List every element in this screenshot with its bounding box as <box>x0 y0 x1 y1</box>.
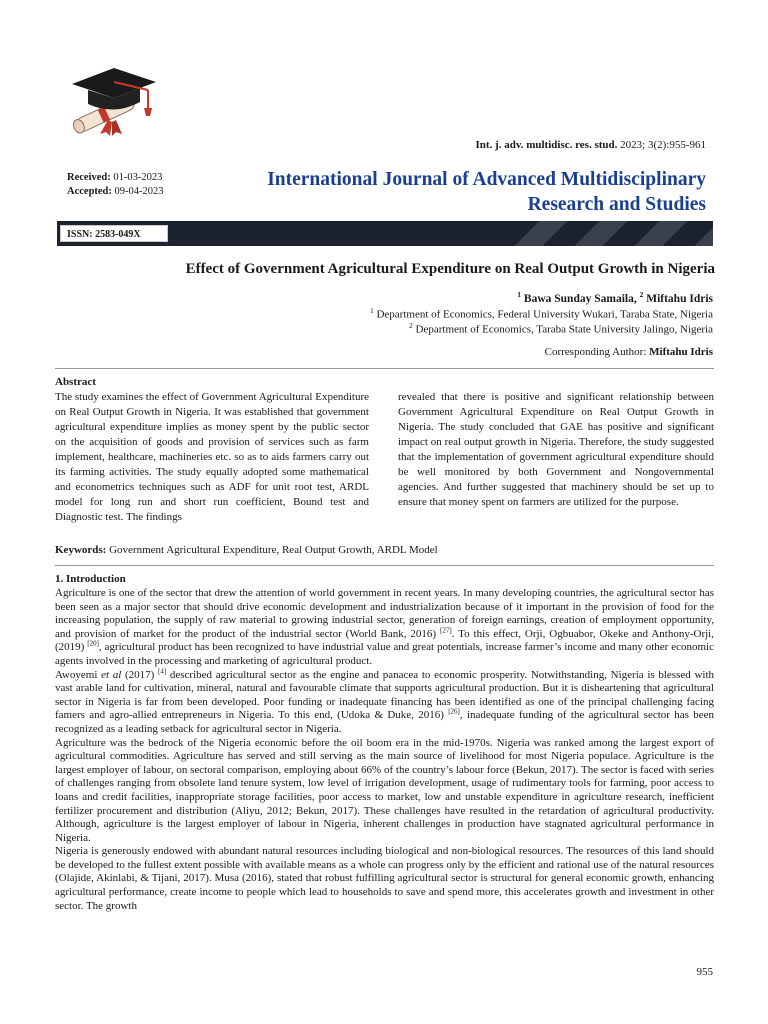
article-dates <box>67 171 164 199</box>
author2-name: Miftahu Idris <box>646 292 713 305</box>
journal-logo <box>64 62 160 136</box>
received-label: Received: <box>67 172 111 183</box>
intro-p2-text-b: (2017) <box>121 668 159 681</box>
divider-top <box>55 368 714 369</box>
author2-number: 2 <box>639 290 644 299</box>
citation-ref: [27] <box>440 626 452 635</box>
intro-p2-text-d: , inadequate funding of the agricultural sector has been recognized as a leading setback for agricultural sector in Nigeria. <box>55 709 714 735</box>
keywords-text: Government Agricultural Expenditure, Real Output Growth, ARDL Model <box>109 544 438 556</box>
corresponding-name: Miftahu Idris <box>649 346 713 358</box>
affiliation1-number: 1 <box>369 306 374 315</box>
abstract-column-left: The study examines the effect of Government Agricultural Expenditure on Real Output Growth in Nigeria. It was established that government agricultural expenditure implies as money spent by the public sector on the acquisition of goods and provision of services such as farm implement, healthcare, machineries etc. so as to aids farmers carry out its farming activities. The study equally adopted some mathematical and econometrics techniques such as ADF for unit root test, ARDL model for long run and short run coefficient, Bound test and Diagnostic test. The findings <box>55 391 369 523</box>
corresponding-label: Corresponding Author: <box>544 346 647 358</box>
introduction-heading: 1. Introduction <box>55 573 126 585</box>
affiliation1-text: Department of Economics, Federal University Wukari, Taraba State, Nigeria <box>376 308 713 321</box>
author-list <box>517 290 713 305</box>
affiliation-1 <box>370 306 713 321</box>
citation-ref: [26] <box>448 707 460 716</box>
accepted-date: 09-04-2023 <box>114 186 164 197</box>
intro-p2-text-c: described agricultural sector as the engine and panacea to economic prosperity. Notwithstanding, Nigeria is blessed with vast arable land for cultivation, mineral, natural and favourable climate that supports agricultural production. But it is disheartening that agricultural sector in Nigeria is far from been developed. Poor funding or inadequate financing has been identified as one of the principal challenging facing famers and agro-allied entrepreneurs in Nigeria. To this end, (Udoka & Duke, 2016) <box>55 668 715 722</box>
corresponding-author <box>545 346 713 358</box>
journal-title-line2: Research and Studies <box>527 194 706 215</box>
issn-label: ISSN: 2583-049X <box>60 225 168 242</box>
received-date: 01-03-2023 <box>113 172 163 183</box>
intro-paragraph-3: Agriculture was the bedrock of the Nigeria economic before the oil boom era in the mid-1970s. Nigeria was ranked among the largest export of agricultural commodities. Agriculture has served and still serving as the main source of livelihood for most Nigeria populace. Agriculture is the largest employer of labour, on sectoral comparison, employing about 66% of the country’s labour force (Bekun, 2017). The sector is faced with series of challenges ranging from obsolete land tenure system, low level of irrigation development, usage of rudimentary tools for farming, poor access to loans and credit facilities, inappropriate storage facilities, poor access to market, low and unstable expenditure in agriculture research, inefficient fertilizer procurement and distribution (Aliyu, 2012; Bekun, 2017). These challenges have resulted in the retardation of agricultural productivity. Although, agriculture is the largest employer of labour in Nigeria, inherent challenges in production have stagnated agricultural performance in Nigeria. <box>55 736 714 844</box>
citation-ref: [20] <box>87 639 99 648</box>
keywords <box>55 544 438 556</box>
intro-p1-text-c: , agricultural product has been recognized to have industrial value and great potentials, increase farmer’s income and many other economic agents involved in the processing and marketing of agricultural product. <box>55 641 714 667</box>
citation-details: 2023; 3(2):955-961 <box>620 139 706 151</box>
citation-journal: Int. j. adv. multidisc. res. stud. <box>475 139 618 151</box>
keywords-label: Keywords: <box>55 544 107 556</box>
affiliation2-text: Department of Economics, Taraba State University Jalingo, Nigeria <box>415 323 713 336</box>
intro-p2-etal: et al <box>101 668 122 681</box>
intro-paragraph-2 <box>55 666 715 737</box>
abstract-column-right: revealed that there is positive and significant relationship between Government Agricultural Expenditure on Real Output Growth in Nigeria. The study concluded that GAE has positive and significant impact on real output growth in Nigeria. Therefore, the study suggested that the implementation of government agricultural expenditure should be well monitored by both Government and Nongovernmental agencies. And further suggested that machinery should be set up to ensure that money spent on farmers are utilized for the purpose. <box>398 391 714 508</box>
divider-bottom <box>55 565 714 566</box>
paper-title: Effect of Government Agricultural Expenditure on Real Output Growth in Nigeria <box>185 261 715 277</box>
intro-p1-text-a: Agriculture is one of the sector that drew the attention of world government in recent years. In many developing countries, the agricultural sector has been seen as a major sector that should drive economic development and industrialization because of it important in the provision of food for the increasing population, the supply of raw material to growing industrial sector, generation of foreign earnings, creation of employment opportunity, and provision of market for the product of the industrial sector (World Bank, 2016) <box>55 587 714 640</box>
page-number: 955 <box>696 966 713 978</box>
author1-name: Bawa Sunday Samaila, <box>523 292 637 305</box>
author1-number: 1 <box>517 290 522 299</box>
introduction-body <box>55 587 714 913</box>
accepted-label: Accepted: <box>67 186 112 197</box>
graduation-cap-diploma-icon <box>64 62 160 136</box>
affiliation2-number: 2 <box>409 321 413 330</box>
intro-p1-text-b: . To this effect, Orji, Ogbuabor, Okeke and Anthony-Orji, (2019) <box>55 627 714 654</box>
intro-paragraph-4: Nigeria is generously endowed with abundant natural resources including biological and non-biological resources. The resources of this land should be developed to the fullest extent possible with available means as a whole can progress only by the efficient and rational use of the natural resources (Olajide, Akinlabi, & Tijani, 2017). Musa (2016), stated that robust fulfilling agricultural sector is structural for general economic growth, enhancing agricultural performance, create income to people which lead to households to save and spend more, this accelerates growth and investment in other sector. The growth <box>55 845 714 912</box>
journal-title <box>186 167 706 217</box>
journal-title-line1: International Journal of Advanced Multidisciplinary <box>267 169 706 190</box>
intro-p2-text-a: Awoyemi <box>55 668 102 681</box>
affiliation-2 <box>409 321 713 336</box>
citation-line <box>475 139 706 151</box>
abstract-heading: Abstract <box>55 376 96 388</box>
citation-ref: [4] <box>158 666 167 675</box>
intro-paragraph-1 <box>55 587 714 669</box>
